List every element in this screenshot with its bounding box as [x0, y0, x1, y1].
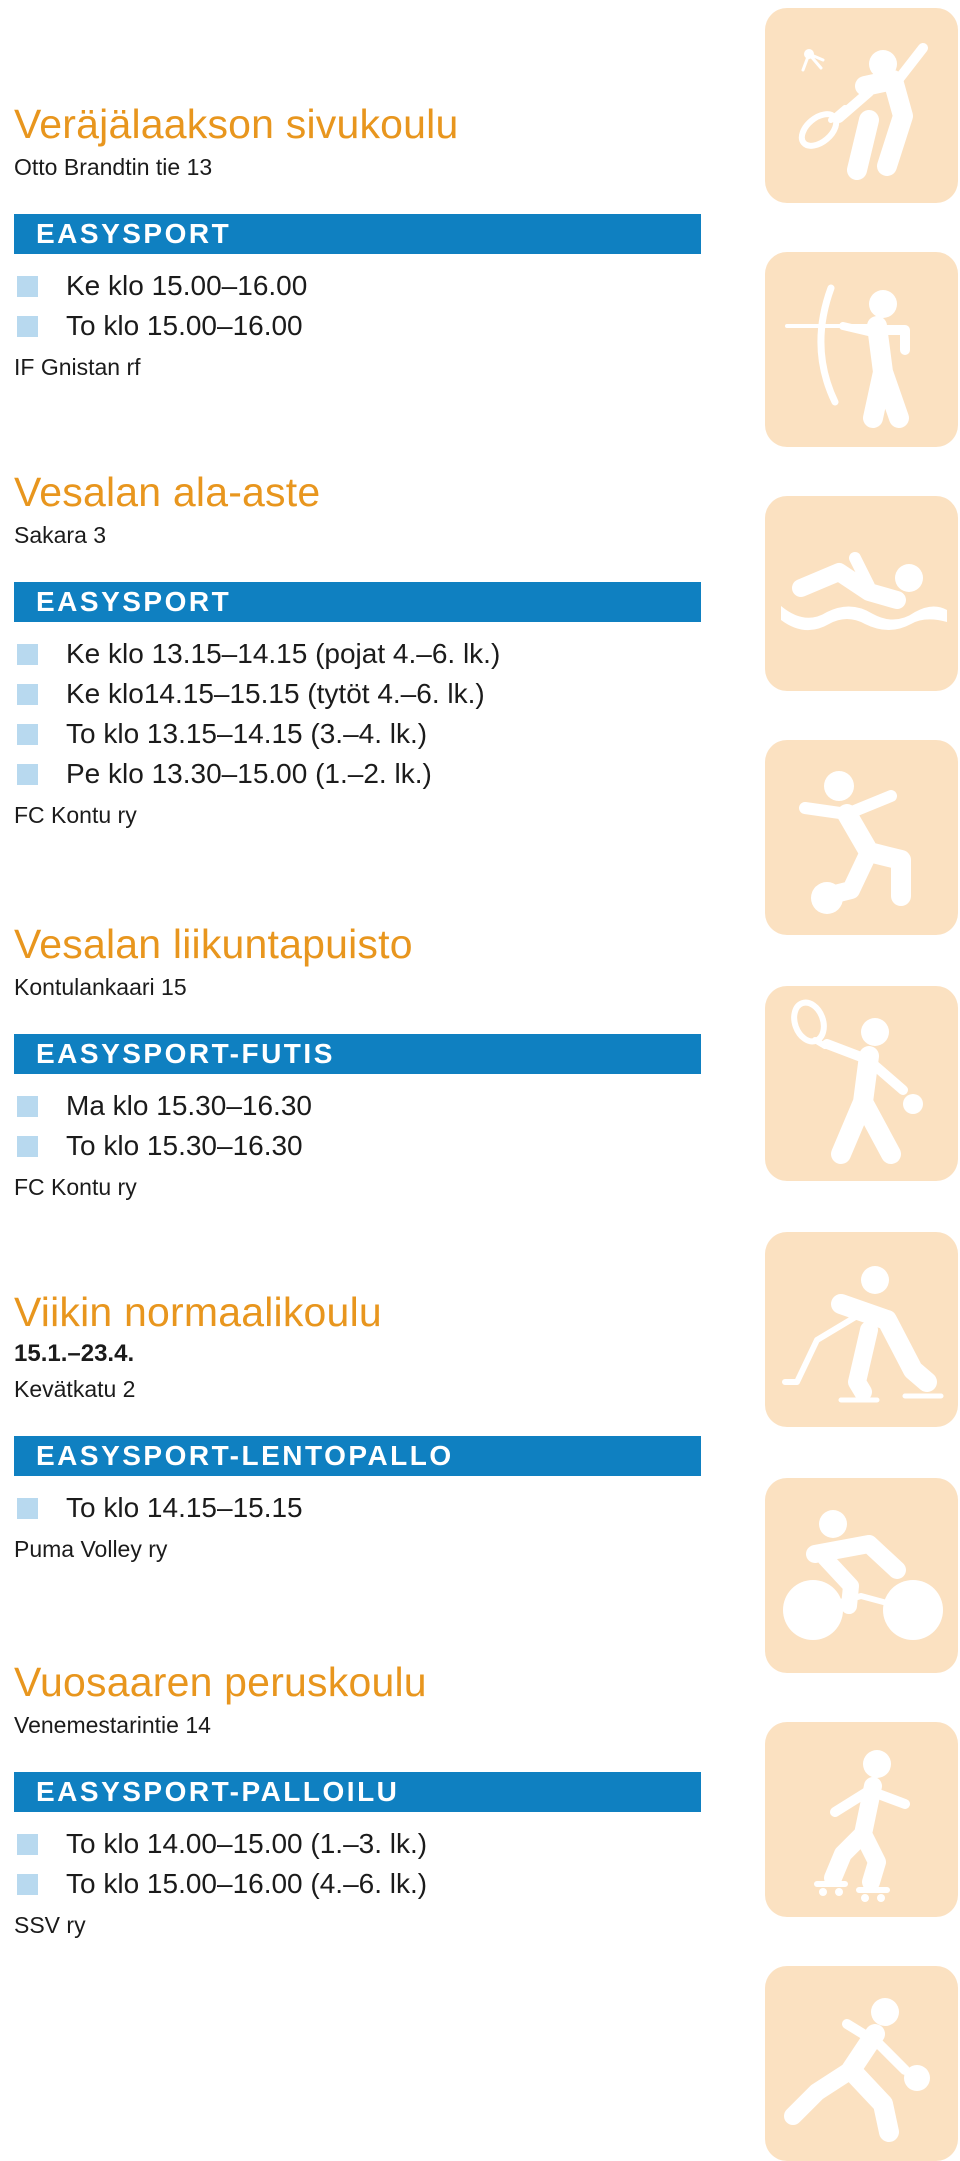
venue-title: Vesalan liikuntapuisto	[14, 921, 413, 967]
organizer: FC Kontu ry	[14, 1174, 137, 1200]
program-bar: EASYSPORT-FUTIS	[14, 1034, 701, 1074]
organizer: Puma Volley ry	[14, 1536, 168, 1562]
square-bullet-icon	[17, 316, 38, 337]
venue-address: Kontulankaari 15	[14, 974, 187, 1000]
schedule-item: To klo 14.00–15.00 (1.–3. lk.)	[14, 1824, 704, 1864]
schedule-item: Ke klo14.15–15.15 (tytöt 4.–6. lk.)	[14, 674, 704, 714]
square-bullet-icon	[17, 276, 38, 297]
venue-address: Otto Brandtin tie 13	[14, 154, 213, 180]
square-bullet-icon	[17, 1834, 38, 1855]
program-bar: EASYSPORT-PALLOILU	[14, 1772, 701, 1812]
venue-address: Venemestarintie 14	[14, 1712, 211, 1738]
schedule-item: Ke klo 15.00–16.00	[14, 266, 704, 306]
program-bar: EASYSPORT-LENTOPALLO	[14, 1436, 701, 1476]
bowling-icon	[765, 1966, 958, 2161]
tennis-icon	[765, 986, 958, 1181]
program-bar: EASYSPORT	[14, 214, 701, 254]
schedule-item: Ma klo 15.30–16.30	[14, 1086, 704, 1126]
venue-title: Vesalan ala-aste	[14, 469, 321, 515]
square-bullet-icon	[17, 724, 38, 745]
schedule-item: To klo 15.00–16.00	[14, 306, 704, 346]
schedule-list	[14, 1086, 704, 1166]
venue-address: Sakara 3	[14, 522, 107, 548]
venue-title: Veräjälaakson sivukoulu	[14, 101, 459, 147]
sport-icon-column	[765, 0, 960, 2161]
schedule-list	[14, 1488, 704, 1528]
venue-section	[14, 920, 704, 1202]
square-bullet-icon	[17, 684, 38, 705]
venue-title: Vuosaaren peruskoulu	[14, 1659, 427, 1705]
venue-section	[14, 1658, 704, 1940]
square-bullet-icon	[17, 1096, 38, 1117]
schedule-item: Ke klo 13.15–14.15 (pojat 4.–6. lk.)	[14, 634, 704, 674]
organizer: FC Kontu ry	[14, 802, 137, 828]
organizer: SSV ry	[14, 1912, 86, 1938]
schedule-item: To klo 15.30–16.30	[14, 1126, 704, 1166]
football-icon	[765, 740, 958, 935]
square-bullet-icon	[17, 644, 38, 665]
schedule-item: Pe klo 13.30–15.00 (1.–2. lk.)	[14, 754, 704, 794]
swimming-icon	[765, 496, 958, 691]
ice-hockey-icon	[765, 1232, 958, 1427]
schedule-list	[14, 1824, 704, 1904]
archery-icon	[765, 252, 958, 447]
program-bar: EASYSPORT	[14, 582, 701, 622]
roller-skating-icon	[765, 1722, 958, 1917]
square-bullet-icon	[17, 1498, 38, 1519]
square-bullet-icon	[17, 1136, 38, 1157]
schedule-item: To klo 15.00–16.00 (4.–6. lk.)	[14, 1864, 704, 1904]
venue-section	[14, 468, 704, 830]
badminton-icon	[765, 8, 958, 203]
cycling-icon	[765, 1478, 958, 1673]
square-bullet-icon	[17, 1874, 38, 1895]
venue-section	[14, 100, 704, 382]
venue-address: Kevätkatu 2	[14, 1376, 136, 1402]
schedule-item: To klo 14.15–15.15	[14, 1488, 704, 1528]
venue-section	[14, 1288, 704, 1564]
organizer: IF Gnistan rf	[14, 354, 141, 380]
venue-title: Viikin normaalikoulu	[14, 1289, 382, 1335]
square-bullet-icon	[17, 764, 38, 785]
schedule-list	[14, 266, 704, 346]
schedule-item: To klo 13.15–14.15 (3.–4. lk.)	[14, 714, 704, 754]
venue-date: 15.1.–23.4.	[14, 1340, 135, 1367]
schedule-list	[14, 634, 704, 794]
